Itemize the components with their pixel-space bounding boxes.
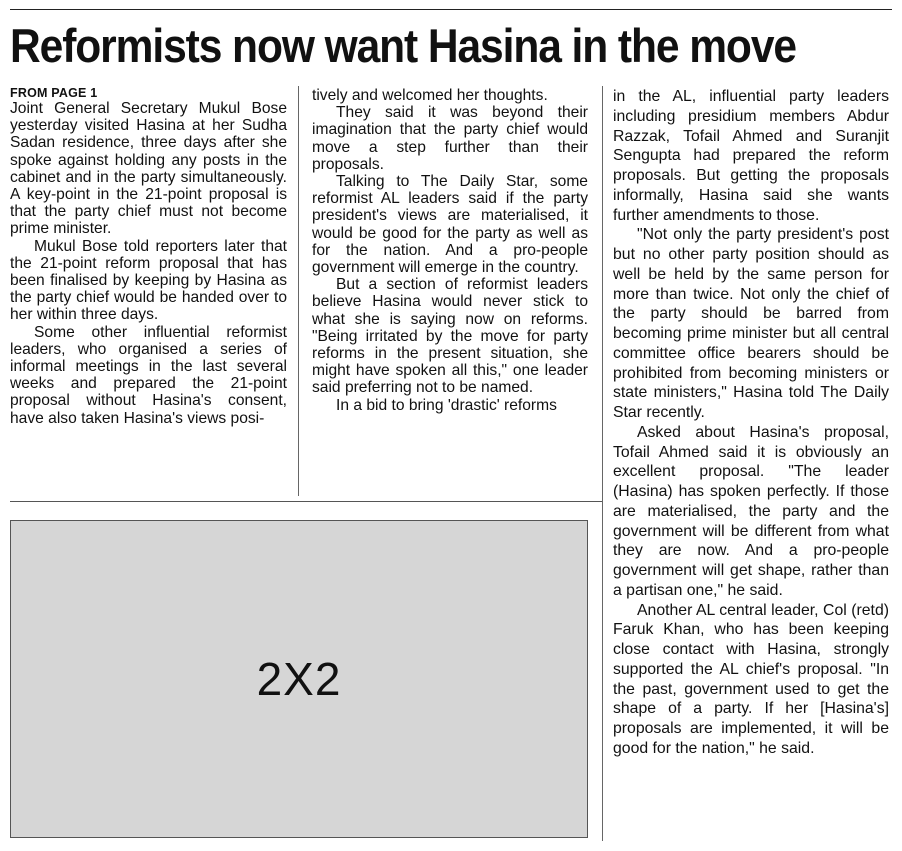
article-column-3 bbox=[613, 87, 889, 759]
column-divider bbox=[298, 86, 299, 496]
headline: Reformists now want Hasina in the move bbox=[10, 19, 796, 72]
paragraph: in the AL, influential party leaders including presidium members Abdur Razzak, Tofail Ahmed and Suranjit Sengupta had prepared the reform proposals. But getting the proposals informally, Hasina said she wants further amendments to those. bbox=[613, 88, 889, 224]
article-column-1 bbox=[10, 87, 287, 427]
paragraph: tively and welcomed her thoughts. bbox=[312, 87, 548, 104]
paragraph: Mukul Bose told reporters later that the 21-point reform proposal that has been finalised by keeping by Hasina as the party chief would be handed over to her within three days. bbox=[10, 237, 287, 324]
paragraph: They said it was beyond their imagination that the party chief would move a step further than their proposals. bbox=[312, 104, 588, 173]
paragraph: Another AL central leader, Col (retd) Faruk Khan, who has been keeping close contact with Hasina, strongly supported the AL chief's proposal. "In the past, government used to get the shape of a party. If her [Hasina's] proposals are implemented, it will be good for the nation," he said. bbox=[613, 601, 889, 757]
paragraph: Joint General Secretary Mukul Bose yesterday visited Hasina at her Sudha Sadan residence, three days after she spoke against holding any posts in the cabinet and in the party simultaneously. A key-point in the 21-point proposal is that the party chief must not become prime minister. bbox=[10, 100, 287, 238]
top-rule bbox=[10, 9, 892, 10]
section-divider bbox=[10, 501, 602, 502]
paragraph: Asked about Hasina's proposal, Tofail Ahmed said it is obviously an excellent proposal. "The leader (Hasina) has spoken perfectly. If those are materialised, the party and the government will be different from what they are now. And a pro-people government will get shape, rather than a partisan one," he said. bbox=[613, 423, 889, 599]
paragraph: Talking to The Daily Star, some reformist AL leaders said if the party president's views are materialised, it would be good for the party as well as for the nation. And a pro-people government will emerge in the country. bbox=[312, 173, 588, 277]
article-column-2 bbox=[312, 87, 588, 414]
column-divider bbox=[602, 86, 603, 841]
paragraph: In a bid to bring 'drastic' reforms bbox=[336, 396, 557, 414]
ad-placeholder-label: 2X2 bbox=[256, 653, 342, 705]
paragraph: Some other influential reformist leaders, who organised a series of informal meetings in the last several weeks and prepared the 21-point proposal without Hasina's consent, have also taken Hasina's views posi- bbox=[10, 323, 287, 427]
kicker: FROM PAGE 1 bbox=[10, 86, 98, 100]
ad-placeholder-box bbox=[10, 520, 588, 838]
paragraph: But a section of reformist leaders believe Hasina would never stick to what she is saying now on reforms. "Being irritated by the move for party reforms in the present situation, she might have spoken all this," one leader said preferring not to be named. bbox=[312, 276, 588, 397]
paragraph: "Not only the party president's post but no other party position should as well be held by the same person for more than twice. Not only the chief of the party should be barred from becoming prime minister but all central committee office bearers should be prohibited from becoming ministers or state ministers," Hasina told The Daily Star recently. bbox=[613, 226, 889, 421]
